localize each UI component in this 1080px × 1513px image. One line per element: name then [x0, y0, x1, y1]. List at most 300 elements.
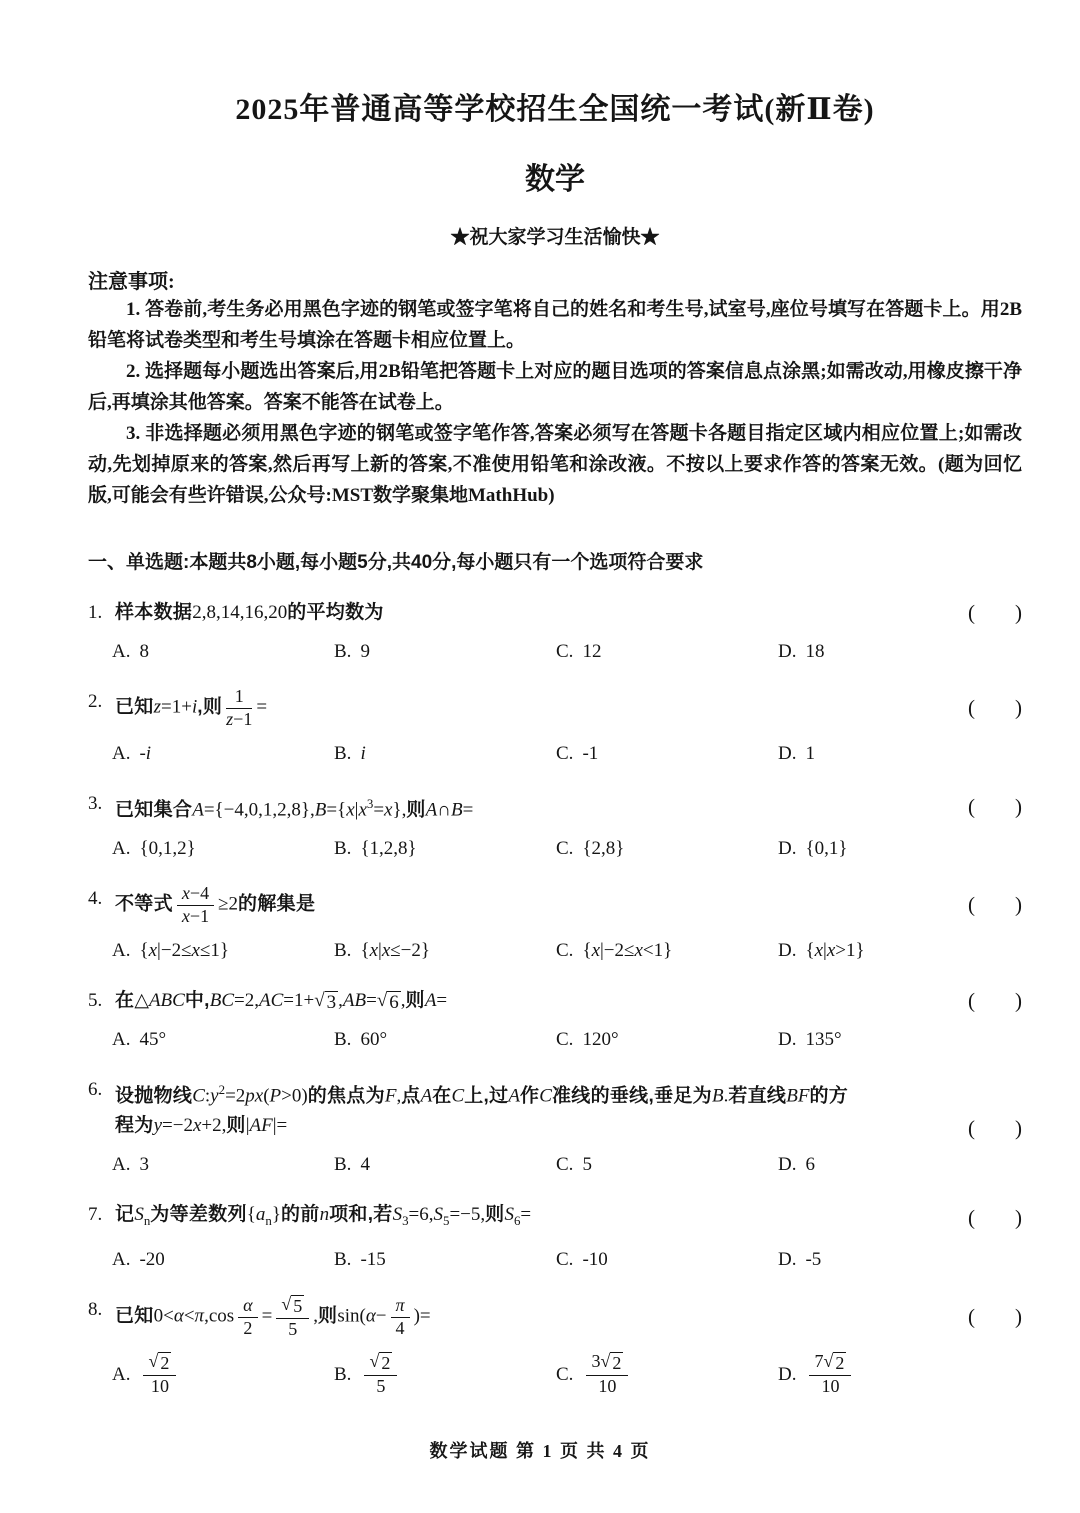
- fraction-denominator: [364, 1376, 397, 1397]
- math-italic: A: [425, 799, 438, 821]
- math-upright: )=: [413, 1305, 431, 1327]
- option-content: [360, 1029, 387, 1051]
- math-upright: =2: [225, 1085, 246, 1107]
- stem-text: 的平均数为: [287, 602, 384, 623]
- math-upright: |: [354, 799, 359, 821]
- math-italic: S: [504, 1204, 514, 1226]
- option: [778, 1154, 1022, 1176]
- option-label: D.: [778, 939, 797, 961]
- math-upright: 4: [395, 1317, 405, 1338]
- answer-blank-close-paren: ): [1015, 600, 1022, 625]
- stem-text: 在: [115, 989, 135, 1011]
- answer-blank-close-paren: ): [1015, 988, 1022, 1013]
- fraction: [226, 687, 252, 730]
- question-stem: [115, 884, 1022, 927]
- math-upright: :: [204, 1085, 211, 1107]
- options-row: [88, 838, 1022, 860]
- math-upright: =: [256, 696, 268, 718]
- stem-line: [115, 789, 927, 825]
- options-row: [88, 641, 1022, 663]
- math-upright: 7: [814, 1351, 824, 1372]
- notice-item: 3. 非选择题必须用黑色字迹的钢笔或签字笔作答,答案必须写在答题卡各题目指定区域内相应位置上;如需改动,先划掉原来的答案,然后再写上新的答案,不准使用铅笔和涂改液。不按以上要求作答的答案无效。(题为回忆版,可能会有些许错误,公众号:MST数学聚集地MathHub): [88, 423, 1022, 506]
- option-content: [582, 1029, 618, 1051]
- stem-line: [115, 986, 927, 1016]
- math-upright: 10: [150, 1376, 169, 1397]
- option-label: D.: [778, 742, 797, 764]
- math-italic: i: [360, 742, 366, 764]
- answer-blank: [968, 1205, 1022, 1230]
- math-upright: {: [139, 939, 149, 961]
- math-upright: =1+: [283, 989, 315, 1011]
- math-italic: F: [384, 1085, 397, 1107]
- radical-sign: √: [148, 1351, 159, 1372]
- question-list: [88, 598, 1022, 1397]
- square-root: [281, 1295, 304, 1317]
- option: [334, 1154, 556, 1176]
- answer-blank-open-paren: (: [968, 988, 975, 1013]
- fraction-denominator: [177, 906, 214, 927]
- math-italic: z: [153, 696, 162, 718]
- stem-text: 上,过: [464, 1085, 509, 1107]
- radical-sign: √: [369, 1351, 380, 1372]
- answer-blank: [968, 794, 1022, 819]
- math-italic: B: [451, 799, 463, 821]
- option-label: D.: [778, 1028, 797, 1050]
- math-upright: ∩: [437, 799, 452, 821]
- math-upright: =−2: [162, 1115, 193, 1137]
- math-upright: |: [245, 1115, 250, 1137]
- stem-text: 在: [432, 1085, 452, 1107]
- math-italic: A: [424, 989, 437, 1011]
- option: [778, 641, 1022, 663]
- math-upright: =2,: [234, 989, 259, 1011]
- math-upright: |−2≤: [157, 939, 192, 961]
- math-italic: π: [194, 1305, 205, 1327]
- option: [778, 1352, 1022, 1397]
- subscript: 6: [513, 1212, 521, 1228]
- math-italic: α: [365, 1305, 376, 1327]
- notice-title: 注意事项:: [88, 271, 175, 293]
- option-content: [805, 1249, 821, 1271]
- answer-blank-close-paren: ): [1015, 1205, 1022, 1230]
- question-stem: [115, 789, 1022, 825]
- option: [112, 743, 334, 765]
- math-upright: =−5,: [449, 1204, 486, 1226]
- math-upright: =: [373, 799, 385, 821]
- math-upright: 3: [326, 991, 337, 1013]
- subscript: 3: [402, 1212, 409, 1228]
- stem-text: 的方: [809, 1085, 849, 1107]
- stem-text: 不等式: [115, 893, 173, 915]
- math-italic: BC: [209, 989, 234, 1011]
- stem-text: 设抛物线: [115, 1085, 193, 1107]
- option: [334, 838, 556, 860]
- option-label: D.: [778, 838, 797, 860]
- option-label: B.: [334, 1154, 352, 1176]
- math-italic: AB: [342, 989, 367, 1011]
- option-label: B.: [334, 939, 352, 961]
- question-stem-row: [88, 1075, 1022, 1141]
- math-italic: C: [539, 1085, 552, 1107]
- option-label: C.: [556, 742, 574, 764]
- option-content: [139, 1154, 149, 1176]
- square-root: [148, 1352, 171, 1374]
- stem-text: 已知: [115, 1305, 154, 1327]
- option-content: [805, 838, 847, 860]
- fraction-denominator: [143, 1376, 176, 1397]
- question-number: 1.: [88, 602, 103, 623]
- answer-blank-open-paren: (: [968, 695, 975, 720]
- stem-text: 记: [115, 1204, 135, 1226]
- answer-blank-open-paren: (: [968, 1116, 975, 1141]
- question-stem: [115, 1075, 1022, 1141]
- math-upright: =: [436, 989, 448, 1011]
- fraction-numerator: [177, 884, 214, 906]
- option: [556, 1154, 778, 1176]
- option-content: [805, 641, 824, 663]
- math-upright: ,: [338, 989, 343, 1011]
- math-upright: {: [246, 1204, 256, 1226]
- math-upright: 6: [389, 991, 399, 1013]
- math-italic: α: [173, 1305, 184, 1327]
- fraction: [391, 1296, 410, 1339]
- square-root: [314, 991, 338, 1014]
- math-italic: y: [210, 1085, 219, 1107]
- option-content: [582, 1154, 592, 1176]
- option-label: A.: [112, 742, 131, 764]
- math-italic: A: [192, 799, 204, 821]
- answer-blank-close-paren: ): [1015, 794, 1022, 819]
- math-italic: ABC: [148, 989, 185, 1011]
- question-number: 7.: [88, 1204, 103, 1226]
- math-italic: x: [381, 939, 391, 961]
- question: [88, 1075, 1022, 1176]
- math-upright: <: [183, 1305, 195, 1327]
- option-label: B.: [334, 1363, 352, 1385]
- square-root: [824, 1352, 847, 1374]
- math-upright: 10: [598, 1376, 617, 1397]
- math-upright: =1+: [161, 696, 192, 718]
- answer-blank-open-paren: (: [968, 600, 975, 625]
- radicand: [291, 1295, 304, 1317]
- math-upright: −: [375, 1305, 387, 1327]
- math-upright: {: [360, 939, 370, 961]
- option-label: A.: [112, 939, 131, 961]
- question-stem-row: [88, 789, 1022, 825]
- option: [334, 1029, 556, 1051]
- square-root: [377, 991, 401, 1014]
- math-upright: 2: [160, 1353, 170, 1374]
- option: [112, 1352, 334, 1397]
- fraction-denominator: [586, 1376, 628, 1397]
- option: [556, 743, 778, 765]
- question-stem: [115, 1200, 1022, 1236]
- math-upright: 1: [805, 742, 815, 764]
- stem-text: 的前: [280, 1204, 320, 1226]
- option: [334, 641, 556, 663]
- radical-sign: √: [823, 1351, 834, 1372]
- question: [88, 789, 1022, 860]
- math-upright: -20: [139, 1248, 165, 1270]
- math-upright: 4: [360, 1154, 370, 1176]
- option: [556, 641, 778, 663]
- math-upright: >0): [281, 1085, 308, 1107]
- option: [112, 641, 334, 663]
- options-row: [88, 1352, 1022, 1397]
- stem-text: 则: [485, 1204, 505, 1226]
- math-italic: α: [243, 1294, 253, 1315]
- math-upright: 5: [288, 1318, 298, 1339]
- question-number: 4.: [88, 888, 103, 910]
- math-italic: x: [591, 939, 600, 961]
- math-italic: -i: [139, 742, 152, 764]
- option-label: A.: [112, 1028, 131, 1050]
- math-upright: ,cos: [204, 1305, 235, 1327]
- option-content: [582, 838, 624, 860]
- math-upright: ,: [396, 1085, 402, 1107]
- option-label: C.: [556, 939, 574, 961]
- option-label: A.: [112, 1363, 131, 1385]
- fraction-denominator: [276, 1319, 309, 1340]
- math-upright: ,: [400, 989, 406, 1011]
- stem-text: 已知集合: [115, 799, 193, 821]
- stem-text: 作: [519, 1085, 540, 1107]
- math-upright: >1}: [835, 939, 865, 961]
- stem-text: 点: [401, 1085, 421, 1107]
- question: [88, 598, 1022, 663]
- option: [556, 940, 778, 962]
- fraction: [238, 1296, 257, 1339]
- math-upright: 5: [293, 1295, 303, 1316]
- math-italic: A: [508, 1085, 520, 1107]
- question-stem: [115, 598, 1022, 628]
- math-italic: P: [269, 1085, 282, 1107]
- stem-text: ,则: [197, 696, 223, 718]
- math-italic: A: [420, 1085, 433, 1107]
- math-upright: 2: [381, 1353, 391, 1374]
- math-upright: },: [392, 799, 407, 821]
- answer-blank-close-paren: ): [1015, 892, 1022, 917]
- fraction-denominator: [809, 1376, 851, 1397]
- math-upright: 12: [582, 641, 602, 662]
- option-label: C.: [556, 1248, 574, 1270]
- stem-text: 样本数据: [115, 602, 193, 623]
- option-content: [360, 838, 416, 860]
- radical-sign: √: [376, 989, 388, 1011]
- fraction-numerator: [276, 1295, 309, 1319]
- superscript: 3: [366, 795, 374, 811]
- math-italic: x: [192, 1115, 202, 1137]
- math-upright: ≥2: [218, 893, 239, 915]
- math-italic: px: [245, 1085, 264, 1107]
- math-upright: 6: [805, 1154, 815, 1176]
- question-stem-row: [88, 687, 1022, 730]
- math-upright: ={−4,0,1,2,8},: [203, 799, 315, 821]
- math-upright: 120°: [582, 1028, 619, 1050]
- question-stem-row: [88, 598, 1022, 628]
- option-content: [360, 743, 365, 765]
- stem-line: [115, 1200, 927, 1236]
- fraction-denominator: [226, 709, 252, 730]
- math-italic: y: [153, 1115, 163, 1137]
- option-label: B.: [334, 742, 352, 764]
- option: [112, 940, 334, 962]
- math-upright: 1: [234, 686, 244, 706]
- math-italic: S: [433, 1204, 443, 1226]
- exam-title: 2025年普通高等学校招生全国统一考试(新Ⅱ卷): [235, 93, 875, 126]
- math-upright: 8: [139, 641, 149, 662]
- math-italic: B: [711, 1085, 724, 1107]
- question-stem: [115, 1295, 1022, 1340]
- option-label: C.: [556, 838, 574, 860]
- fraction-numerator: [809, 1352, 851, 1376]
- option: [556, 1352, 778, 1397]
- option-label: B.: [334, 1248, 352, 1270]
- stem-line: [115, 598, 927, 628]
- question-number: 6.: [88, 1078, 103, 1100]
- math-upright: 5: [376, 1376, 386, 1397]
- option: [778, 743, 1022, 765]
- fraction: [143, 1352, 176, 1397]
- math-upright: −4: [189, 883, 210, 904]
- fraction-numerator: [586, 1352, 628, 1376]
- option: [334, 1249, 556, 1271]
- radicand: [325, 991, 339, 1014]
- section-heading: 一、单选题:本题共8小题,每小题5分,共40分,每小题只有一个选项符合要求: [88, 552, 704, 573]
- math-italic: x: [814, 939, 824, 961]
- math-upright: 60°: [360, 1028, 388, 1050]
- stem-text: 项和,若: [329, 1204, 393, 1226]
- option-label: A.: [112, 641, 131, 662]
- option: [556, 1249, 778, 1271]
- fraction-numerator: [364, 1352, 397, 1376]
- fraction-numerator: [143, 1352, 176, 1376]
- math-upright: 9: [360, 641, 370, 662]
- subscript: 5: [443, 1212, 450, 1228]
- answer-blank: [968, 1305, 1022, 1330]
- math-upright: =: [520, 1204, 532, 1226]
- math-upright: -5: [805, 1248, 822, 1270]
- math-italic: x: [181, 883, 190, 904]
- answer-blank-close-paren: ): [1015, 1304, 1022, 1329]
- option-content: [582, 1352, 632, 1397]
- math-italic: B: [314, 799, 327, 821]
- question-stem-row: [88, 884, 1022, 927]
- option: [778, 838, 1022, 860]
- math-upright: 2,8,14,16,20: [192, 602, 288, 623]
- option-content: [360, 940, 430, 962]
- stem-text: 则: [226, 1115, 246, 1137]
- option: [778, 1029, 1022, 1051]
- option: [334, 1352, 556, 1397]
- math-upright: -10: [582, 1248, 608, 1270]
- option-content: [805, 940, 864, 962]
- math-upright: ≤−2}: [390, 939, 431, 961]
- math-italic: x: [634, 939, 643, 961]
- stem-text: 准线的垂线,垂足为: [551, 1085, 712, 1107]
- square-root: [600, 1352, 623, 1374]
- option-content: [360, 1352, 401, 1397]
- answer-blank-close-paren: ): [1015, 1116, 1022, 1141]
- stem-line: [115, 884, 927, 927]
- radicand: [610, 1352, 623, 1374]
- question: [88, 1295, 1022, 1397]
- math-upright: +2,: [201, 1115, 227, 1137]
- math-upright: {0,1,2}: [139, 838, 196, 860]
- question-stem-row: [88, 1295, 1022, 1340]
- answer-blank-open-paren: (: [968, 1304, 975, 1329]
- math-upright: 3: [591, 1351, 601, 1372]
- math-upright: <1}: [642, 939, 673, 961]
- math-upright: 2: [835, 1353, 845, 1374]
- question: [88, 1200, 1022, 1271]
- radicand: [158, 1352, 171, 1374]
- option: [334, 743, 556, 765]
- option-content: [360, 641, 370, 663]
- options-row: [88, 743, 1022, 765]
- math-upright: -1: [582, 742, 599, 764]
- stem-text: 已知: [115, 696, 154, 718]
- option-label: D.: [778, 641, 797, 662]
- math-upright: −1: [233, 708, 253, 729]
- fraction-numerator: [238, 1296, 257, 1318]
- math-upright: }: [271, 1204, 281, 1226]
- math-upright: 5: [582, 1154, 592, 1176]
- math-italic: z: [226, 708, 234, 729]
- option-label: C.: [556, 1154, 574, 1176]
- math-italic: x: [346, 799, 355, 821]
- question-number: 3.: [88, 792, 103, 814]
- stem-line: [115, 1111, 927, 1141]
- option-label: A.: [112, 1154, 131, 1176]
- math-upright: |: [823, 939, 827, 961]
- question-number: 8.: [88, 1298, 103, 1320]
- question: [88, 884, 1022, 962]
- fraction: [809, 1352, 851, 1397]
- option-label: C.: [556, 1028, 574, 1050]
- option-content: [805, 743, 815, 765]
- math-italic: x: [369, 939, 378, 961]
- stem-line: [115, 1075, 927, 1111]
- question-stem-row: [88, 986, 1022, 1016]
- option-label: C.: [556, 641, 574, 662]
- math-upright: =6,: [408, 1204, 434, 1226]
- math-upright: ≤1}: [199, 939, 229, 961]
- option-label: B.: [334, 641, 352, 662]
- option-content: [805, 1154, 815, 1176]
- math-upright: {: [805, 939, 815, 961]
- math-upright: {: [582, 939, 592, 961]
- math-upright: △: [134, 989, 149, 1011]
- answer-blank-close-paren: ): [1015, 695, 1022, 720]
- option-content: [582, 641, 601, 663]
- option-content: [582, 1249, 607, 1271]
- subscript: n: [143, 1212, 151, 1228]
- radical-sign: √: [314, 989, 325, 1011]
- option-label: A.: [112, 838, 131, 860]
- math-italic: x: [826, 939, 836, 961]
- math-upright: =: [261, 1305, 273, 1327]
- options-row: [88, 1154, 1022, 1176]
- math-upright: |=: [272, 1115, 288, 1137]
- math-upright: 2: [243, 1317, 253, 1338]
- stem-text: 为等差数列: [150, 1204, 247, 1226]
- math-upright: |: [378, 939, 382, 961]
- math-italic: a: [255, 1204, 266, 1226]
- math-upright: ,: [313, 1305, 318, 1327]
- option-label: D.: [778, 1248, 797, 1270]
- stem-text: 程为: [115, 1115, 154, 1137]
